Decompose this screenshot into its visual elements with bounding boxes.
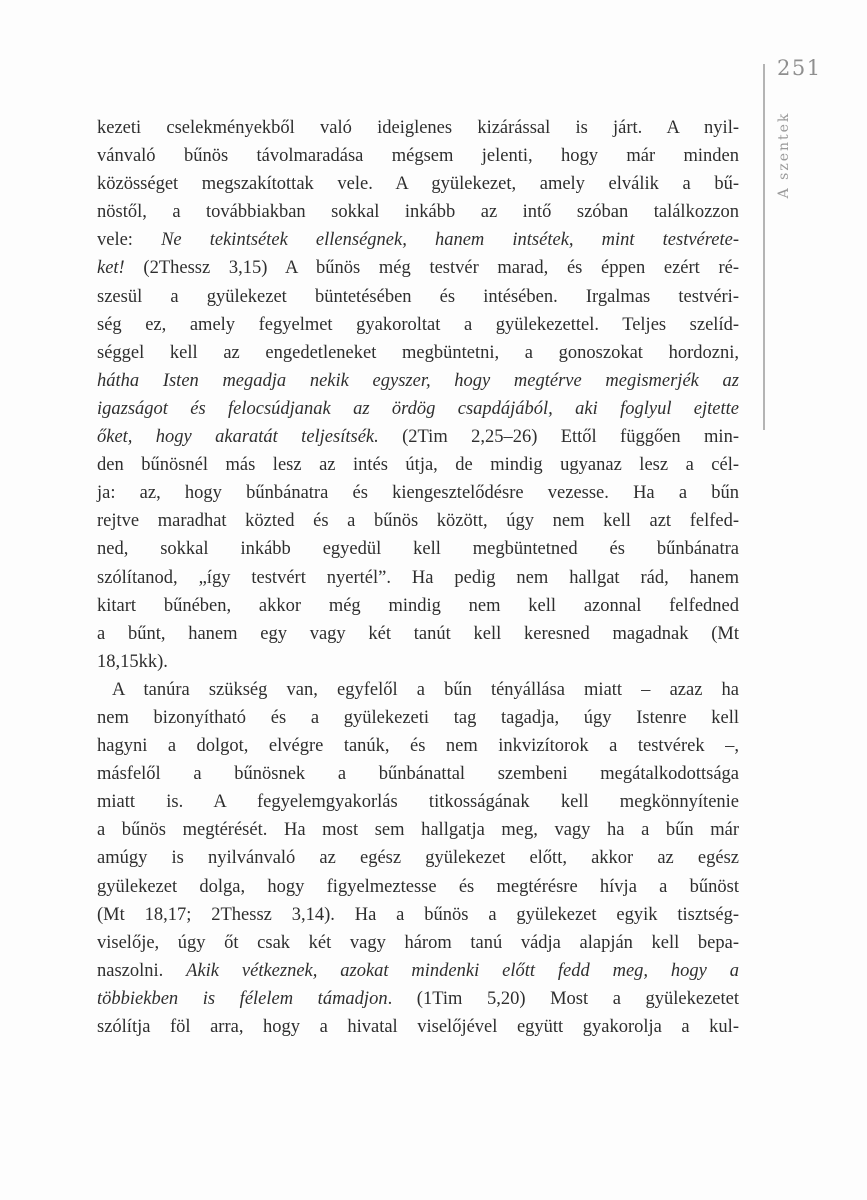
text-segment: hagyni a dolgot, elvégre tanúk, és nem inkvizítorok a testvérek –,: [97, 736, 739, 757]
text-segment: . (1Tim 5,20) Most a gyülekezetet: [387, 988, 739, 1009]
text-line: [97, 535, 739, 563]
text-line: [97, 648, 739, 676]
text-segment: ség ez, amely fegyelmet gyakoroltat a gyülekezettel. Teljes szelíd-: [97, 314, 739, 335]
text-line: [97, 367, 739, 395]
text-segment: naszolni.: [97, 960, 187, 981]
text-line: [97, 339, 739, 367]
text-line: [97, 957, 739, 985]
text-line: [97, 451, 739, 479]
text-line: [97, 283, 739, 311]
text-segment: rejtve maradhat közted és a bűnös között, úgy nem kell azt felfed-: [97, 511, 739, 532]
text-segment: nem bizonyítható és a gyülekezeti tag tagadja, úgy Istenre kell: [97, 707, 739, 728]
text-segment: a bűnös megtérését. Ha most sem hallgatja meg, vagy ha a bűn már: [97, 820, 739, 841]
text-line: [97, 901, 739, 929]
text-segment: kezeti cselekményekből való ideiglenes kizárással is járt. A nyil-: [97, 118, 739, 138]
text-segment-italic: ket!: [97, 258, 125, 279]
text-segment-italic: Akik vétkeznek, azokat mindenki előtt fedd meg, hogy a: [186, 960, 739, 981]
text-line: [97, 844, 739, 872]
text-line: [97, 760, 739, 788]
text-segment: 18,15kk).: [97, 651, 168, 672]
text-segment: szólítanod, „így testvért nyertél”. Ha pedig nem hallgat rád, hanem: [97, 567, 739, 588]
text-line: [97, 788, 739, 816]
text-segment: a bűnt, hanem egy vagy két tanút kell keresned magadnak (Mt: [97, 623, 739, 644]
text-segment: másfelől a bűnösnek a bűnbánattal szembeni megátalkodottsága: [97, 764, 739, 785]
text-segment: vánvaló bűnös távolmaradása mégsem jelenti, hogy már minden: [97, 146, 739, 167]
page-number: 251: [777, 56, 822, 80]
margin-title: A szentek: [776, 111, 792, 199]
text-line: [97, 114, 739, 142]
text-segment: (2Tim 2,25–26) Ettől függően min-: [378, 427, 739, 448]
text-line: [97, 592, 739, 620]
margin-divider-line: [763, 64, 765, 430]
text-line: [97, 254, 739, 282]
text-segment: séggel kell az engedetleneket megbüntetni, a gonoszokat hordozni,: [97, 342, 739, 363]
text-line: [97, 198, 739, 226]
text-line: [97, 676, 739, 704]
text-segment: den bűnösnél más lesz az intés útja, de mindig ugyanaz lesz a cél-: [97, 455, 739, 476]
text-segment: ja: az, hogy bűnbánatra és kiengesztelődésre vezesse. Ha a bűn: [97, 483, 739, 504]
text-segment-italic: többiekben is félelem támadjon: [97, 988, 388, 1009]
text-line: [97, 732, 739, 760]
text-line: [97, 395, 739, 423]
text-line: [97, 704, 739, 732]
text-line: [97, 423, 739, 451]
text-line: [97, 985, 739, 1013]
text-line: [97, 479, 739, 507]
text-line: [97, 564, 739, 592]
text-line: [97, 1013, 739, 1041]
text-segment-italic: őket, hogy akaratát teljesítsék.: [97, 427, 379, 448]
text-segment: A tanúra szükség van, egyfelől a bűn tényállása miatt – azaz ha: [112, 679, 739, 700]
text-segment: kitart bűnében, akkor még mindig nem kell azonnal felfedned: [97, 595, 739, 616]
text-segment: ned, sokkal inkább egyedül kell megbüntetned és bűnbánatra: [97, 539, 739, 560]
text-segment: nöstől, a továbbiakban sokkal inkább az intő szóban találkozzon: [97, 202, 739, 223]
text-line: [97, 929, 739, 957]
text-segment: (2Thessz 3,15) A bűnös még testvér marad, és éppen ezért ré-: [124, 258, 739, 279]
text-segment: amúgy is nyilvánvaló az egész gyülekezet előtt, akkor az egész: [97, 848, 739, 869]
text-line: [97, 507, 739, 535]
text-line: [97, 311, 739, 339]
text-line: [97, 816, 739, 844]
text-line: [97, 873, 739, 901]
text-line: [97, 620, 739, 648]
text-segment: közösséget megszakítottak vele. A gyülekezet, amely elválik a bű-: [97, 174, 739, 195]
text-block: [97, 114, 739, 1041]
text-segment-italic: igazságot és felocsúdjanak az ördög csapdájából, aki foglyul ejtette: [97, 398, 739, 419]
text-segment: szólítja föl arra, hogy a hivatal viselőjével együtt gyakorolja a kul-: [97, 1017, 739, 1037]
text-segment: viselője, úgy őt csak két vagy három tanú vádja alapján kell bepa-: [97, 932, 739, 953]
text-segment: szesül a gyülekezet büntetésében és intésében. Irgalmas testvéri-: [97, 286, 739, 307]
text-segment: (Mt 18,17; 2Thessz 3,14). Ha a bűnös a gyülekezet egyik tisztség-: [97, 904, 739, 925]
text-segment-italic: hátha Isten megadja nekik egyszer, hogy megtérve megismerjék az: [97, 370, 739, 391]
text-segment: miatt is. A fegyelemgyakorlás titkosságának kell megkönnyítenie: [97, 792, 739, 813]
text-segment-italic: Ne tekintsétek ellenségnek, hanem intsétek, mint testvérete-: [161, 230, 739, 251]
text-segment: vele:: [97, 230, 162, 251]
text-line: [97, 142, 739, 170]
text-segment: gyülekezet dolga, hogy figyelmeztesse és megtérésre hívja a bűnöst: [97, 876, 739, 897]
text-line: [97, 170, 739, 198]
text-line: [97, 226, 739, 254]
